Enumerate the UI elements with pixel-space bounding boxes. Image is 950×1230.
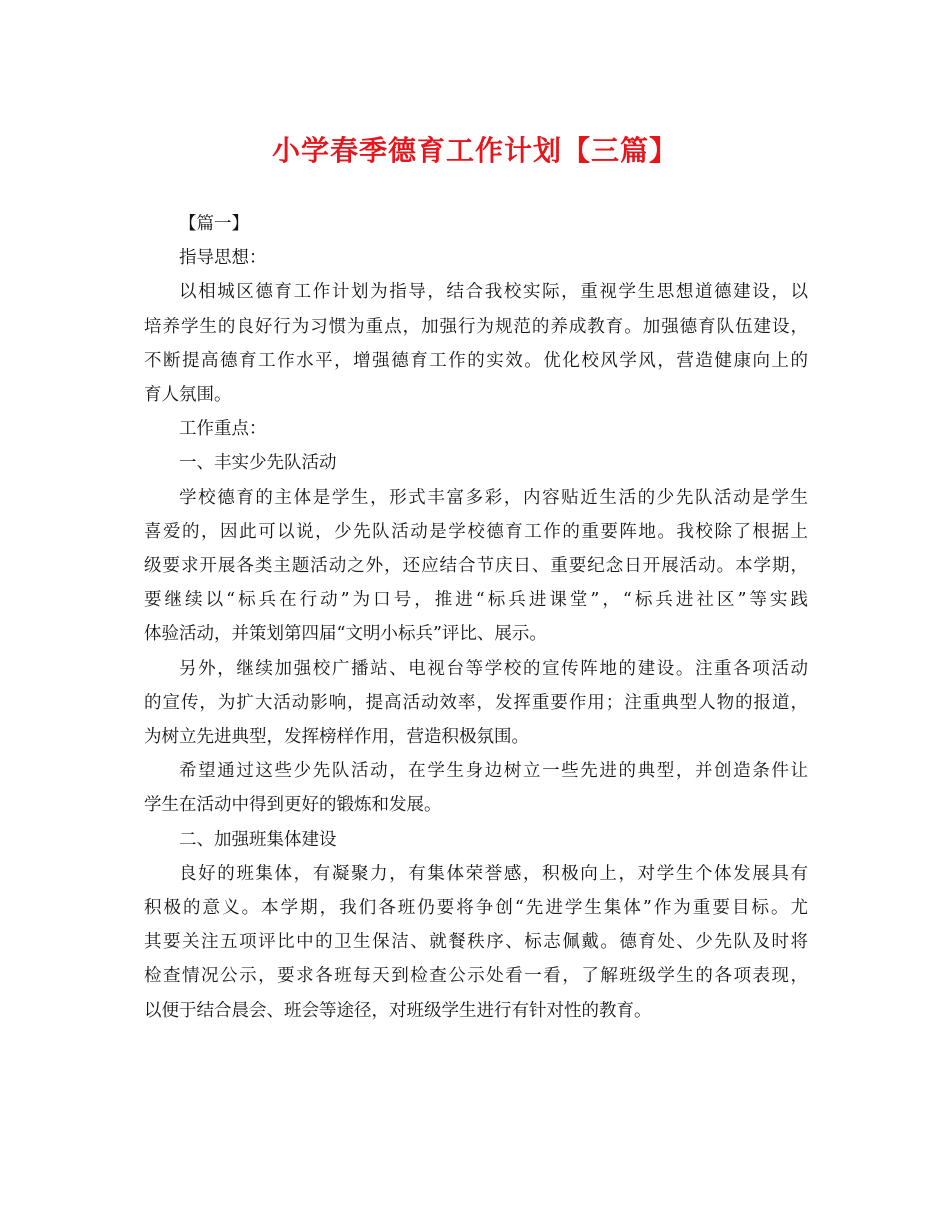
paragraph-line: 为树立先进典型，发挥榜样作用，营造积极氛围。 [144, 727, 529, 748]
paragraph-line: 级要求开展各类主题活动之外，还应结合节庆日、重要纪念日开展活动。本学期， [144, 556, 808, 577]
paragraph-line: 不断提高德育工作水平，增强德育工作的实效。优化校风学风，营造健康向上的 [144, 350, 808, 371]
paragraph-line: 良好的班集体，有凝聚力，有集体荣誉感，积极向上，对学生个体发展具有 [179, 863, 808, 884]
document-body [144, 207, 808, 1028]
subheading-item-one: 一、丰实少先队活动 [179, 453, 337, 474]
subheading-work-focus: 工作重点： [179, 419, 267, 440]
paragraph-line: 要继续以“标兵在行动”为口号，推进“标兵进课堂”，“标兵进社区”等实践 [144, 590, 808, 611]
paragraph-line: 育人氛围。 [144, 385, 232, 406]
paragraph-line: 的宣传，为扩大活动影响，提高活动效率，发挥重要作用；注重典型人物的报道， [144, 692, 808, 713]
paragraph-line: 体验活动，并策划第四届“文明小标兵”评比、展示。 [144, 624, 547, 645]
paragraph-line: 检查情况公示，要求各班每天到检查公示处看一看，了解班级学生的各项表现， [144, 966, 808, 987]
paragraph-line: 喜爱的，因此可以说，少先队活动是学校德育工作的重要阵地。我校除了根据上 [144, 521, 808, 542]
subheading-guiding-thought: 指导思想： [179, 248, 267, 269]
paragraph-line: 其要关注五项评比中的卫生保洁、就餐秩序、标志佩戴。德育处、少先队及时将 [144, 932, 808, 953]
paragraph-line: 培养学生的良好行为习惯为重点，加强行为规范的养成教育。加强德育队伍建设， [144, 316, 808, 337]
section-heading-part-one: 【篇一】 [179, 214, 249, 234]
paragraph-line: 积极的意义。本学期，我们各班仍要将争创“先进学生集体”作为重要目标。尤 [144, 898, 808, 919]
paragraph-line: 以相城区德育工作计划为指导，结合我校实际，重视学生思想道德建设，以 [179, 282, 808, 303]
subheading-item-two: 二、加强班集体建设 [179, 829, 337, 850]
paragraph-line: 希望通过这些少先队活动，在学生身边树立一些先进的典型，并创造条件让 [179, 761, 808, 782]
paragraph-line: 另外，继续加强校广播站、电视台等学校的宣传阵地的建设。注重各项活动 [179, 658, 808, 679]
paragraph-line: 以便于结合晨会、班会等途径，对班级学生进行有针对性的教育。 [144, 1000, 652, 1021]
paragraph-line: 学生在活动中得到更好的锻炼和发展。 [144, 795, 442, 816]
paragraph-line: 学校德育的主体是学生，形式丰富多彩，内容贴近生活的少先队活动是学生 [179, 487, 808, 508]
document-title: 小学春季德育工作计划【三篇】 [271, 134, 678, 167]
